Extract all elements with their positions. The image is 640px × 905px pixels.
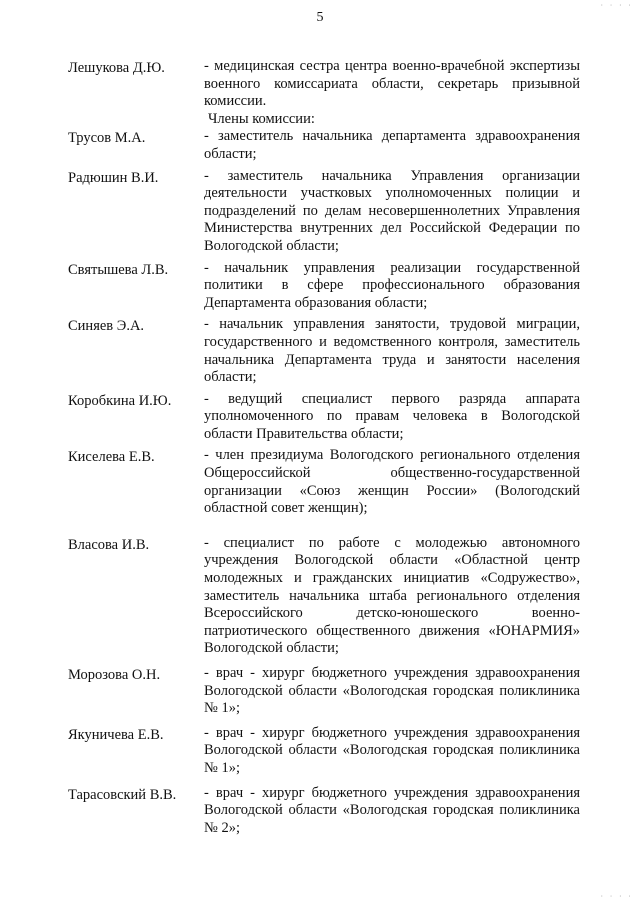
member-name: Морозова О.Н. bbox=[68, 667, 161, 683]
commission-entry bbox=[68, 785, 580, 838]
member-name: Тарасовский В.В. bbox=[68, 786, 177, 803]
member-name: Лешукова Д.Ю. bbox=[68, 60, 165, 76]
commission-list bbox=[68, 58, 580, 837]
member-position: - заместитель начальника Управления организации деятельности участковых уполномоченных полиции и подразделений по делам несовершеннолетних Управления Министерства внутренних дел Российской Федерации по Вологодской области; bbox=[204, 167, 580, 254]
page-number: 5 bbox=[316, 10, 324, 25]
member-position: - медицинская сестра центра военно-врачебной экспертизы военного комиссариата области, секретарь призывной комиссии. bbox=[204, 58, 580, 110]
commission-entry bbox=[68, 260, 580, 313]
member-position: - врач - хирург бюджетного учреждения здравоохранения Вологодской области «Вологодская городская поликлиника № 2»; bbox=[204, 784, 580, 836]
member-name: Трусов М.А. bbox=[68, 130, 146, 147]
commission-entry bbox=[68, 665, 580, 718]
commission-entry bbox=[68, 447, 580, 517]
member-name: Коробкина И.Ю. bbox=[68, 392, 172, 409]
member-name: Власова И.В. bbox=[68, 536, 150, 553]
member-position: - начальник управления занятости, трудовой миграции, государственного и ведомственного контроля, заместитель начальника Департамента труда и занятости населения области; bbox=[204, 316, 580, 386]
member-name: Радюшин В.И. bbox=[68, 169, 159, 186]
scan-mark-top-right: · · · · bbox=[600, 2, 633, 9]
member-position: - врач - хирург бюджетного учреждения здравоохранения Вологодской области «Вологодская городская поликлиника № 1»; bbox=[204, 665, 580, 717]
commission-entry bbox=[68, 316, 580, 386]
member-position: - ведущий специалист первого разряда аппарата уполномоченного по правам человека в Вологодской области Правительства области; bbox=[204, 390, 580, 442]
commission-entry bbox=[68, 128, 580, 163]
member-name: Якуничева Е.В. bbox=[68, 726, 164, 743]
commission-entry bbox=[68, 391, 580, 444]
member-position: - начальник управления реализации государственной политики в сфере профессионального образования Департамента образования области; bbox=[204, 259, 580, 311]
members-heading: Члены комиссии: bbox=[208, 110, 315, 127]
member-name: Синяев Э.А. bbox=[68, 318, 145, 335]
commission-entry bbox=[68, 725, 580, 778]
scan-mark-bottom-right: · · · · bbox=[600, 893, 633, 900]
commission-entry-secretary bbox=[68, 58, 580, 111]
commission-entry bbox=[68, 168, 580, 256]
member-name: Киселева Е.В. bbox=[68, 449, 155, 466]
member-position: - заместитель начальника департамента здравоохранения области; bbox=[204, 128, 580, 162]
member-position: - специалист по работе с молодежью автономного учреждения Вологодской области «Областной центр молодежных и гражданских инициатив «Содружество», заместитель начальника штаба регионального отделения Всероссийского детско-юношеского военно-патриотического общественного движения «ЮНАРМИЯ» Вологодской области; bbox=[204, 534, 580, 657]
member-position: - член президиума Вологодского регионального отделения Общероссийской общественно-государственной организации «Союз женщин России» (Вологодский областной совет женщин); bbox=[204, 447, 580, 517]
member-position: - врач - хирург бюджетного учреждения здравоохранения Вологодской области «Вологодская городская поликлиника № 1»; bbox=[204, 724, 580, 776]
member-name: Святышева Л.В. bbox=[68, 261, 169, 278]
commission-entry bbox=[68, 535, 580, 658]
